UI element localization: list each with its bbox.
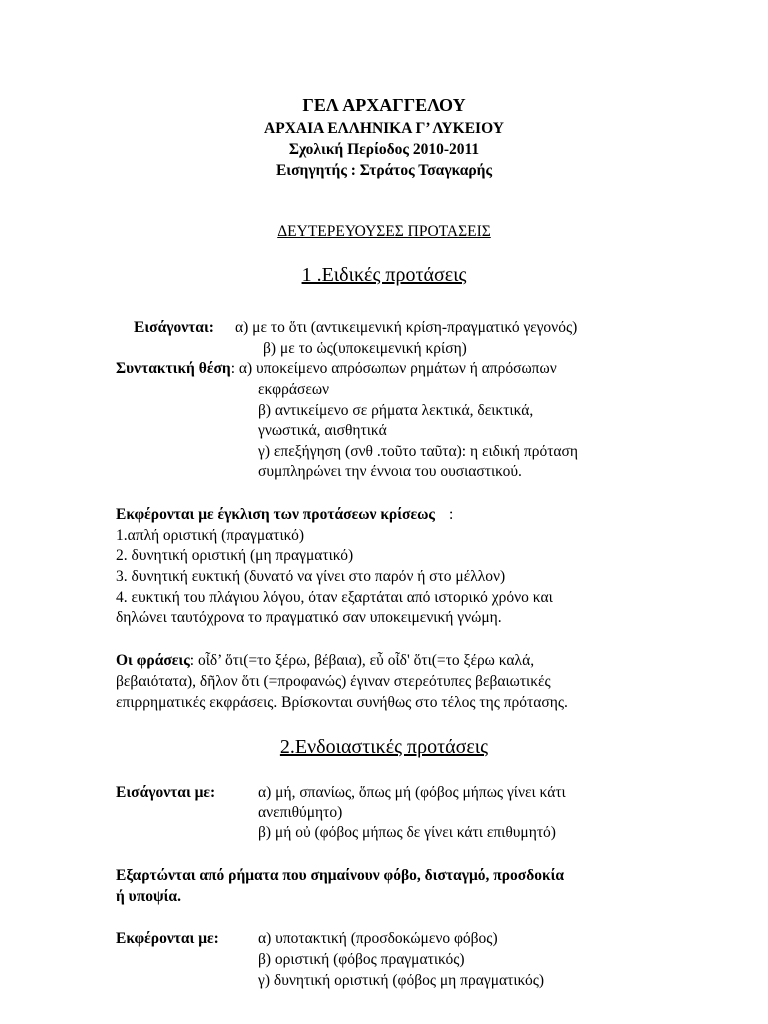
s2-expr-label: Εκφέρονται με: bbox=[116, 930, 219, 947]
author-line: Εισηγητής : Στράτος Τσαγκαρής bbox=[275, 162, 493, 179]
s2-depend-2: ή υποψία. bbox=[116, 888, 181, 905]
s1-mood-2: 2. δυνητική οριστική (μη πραγματικό) bbox=[116, 547, 354, 564]
s1-syntax-c1: γ) επεξήγηση (σνθ .τοῦτο ταῦτα): η ειδική πρόταση bbox=[258, 443, 579, 460]
section2-title: 2.Ενδοιαστικές προτάσεις bbox=[279, 736, 489, 758]
school-period: Σχολική Περίοδος 2010-2011 bbox=[288, 141, 480, 158]
s1-intro-a: α) με το ὅτι (αντικειμενική κρίση-πραγματικό γεγονός) bbox=[235, 319, 578, 336]
main-title: ΔΕΥΤΕΡΕΥΟΥΣΕΣ ΠΡΟΤΑΣΕΙΣ bbox=[277, 223, 491, 240]
s1-mood-1: 1.απλή οριστική (πραγματικό) bbox=[116, 527, 305, 544]
s1-syntax-b1: β) αντικείμενο σε ρήματα λεκτικά, δεικτικά, bbox=[258, 402, 534, 419]
s1-syntax-c2: συμπληρώνει την έννοια του ουσιαστικού. bbox=[258, 463, 522, 480]
s1-phrases-1: : οἶδ’ ὅτι(=το ξέρω, βέβαια), εὖ οἶδ' ὅτι(=το ξέρω καλά, bbox=[189, 652, 535, 669]
s1-phrases-2: βεβαιότατα), δῆλον ὅτι (=προφανώς) έγιναν στερεότυπες βεβαιωτικές bbox=[116, 673, 551, 690]
s1-mood-heading: Εκφέρονται με έγκλιση των προτάσεων κρίσεως bbox=[116, 506, 435, 523]
section1-title: 1 .Ειδικές προτάσεις bbox=[301, 264, 467, 286]
s1-syntax-b2: γνωστικά, αισθητικά bbox=[258, 422, 387, 439]
s2-expr-a: α) υποτακτική (προσδοκώμενο φόβος) bbox=[258, 930, 498, 947]
s1-mood-3: 3. δυνητική ευκτική (δυνατό να γίνει στο παρόν ή στο μέλλον) bbox=[116, 568, 506, 585]
s2-intro-label: Εισάγονται με: bbox=[116, 784, 216, 801]
school-name: ΓΕΛ ΑΡΧΑΓΓΕΛΟΥ bbox=[302, 95, 466, 115]
s1-syntax-a2: εκφράσεων bbox=[258, 381, 330, 398]
s1-syntax-label: Συντακτική θέση bbox=[116, 360, 231, 377]
s1-phrases-3: επιρρηματικές εκφράσεις. Βρίσκονται συνήθως στο τέλος της πρότασης. bbox=[116, 694, 568, 711]
s2-expr-b: β) οριστική (φόβος πραγματικός) bbox=[258, 951, 465, 968]
s1-syntax-a1: : α) υποκείμενο απρόσωπων ρημάτων ή απρόσωπων bbox=[230, 360, 557, 377]
s1-phrases-line-1 bbox=[116, 651, 534, 671]
s1-mood-4b: δηλώνει ταυτόχρονα το πραγματικό σαν υποκειμενική γνώμη. bbox=[116, 609, 502, 626]
s1-phrases-label: Οι φράσεις bbox=[116, 652, 190, 669]
s1-intro-b: β) με το ὡς(υποκειμενική κρίση) bbox=[263, 340, 467, 357]
s1-mood-4a: 4. ευκτική του πλάγιου λόγου, όταν εξαρτάται από ιστορικό χρόνο και bbox=[116, 589, 553, 606]
s2-intro-a1: α) μή, σπανίως, ὅπως μή (φόβος μήπως γίνει κάτι bbox=[258, 784, 566, 801]
s1-syntax-line bbox=[116, 359, 557, 379]
s2-expr-c: γ) δυνητική οριστική (φόβος μη πραγματικός) bbox=[258, 972, 545, 989]
s2-depend-1: Εξαρτώνται από ρήματα που σημαίνουν φόβο, δισταγμό, προσδοκία bbox=[116, 867, 565, 884]
course-title: ΑΡΧΑΙΑ ΕΛΛΗΝΙΚΑ Γ’ ΛΥΚΕΙΟΥ bbox=[264, 120, 504, 137]
s1-mood-colon: : bbox=[448, 506, 454, 523]
s2-intro-a2: ανεπιθύμητο) bbox=[258, 804, 343, 821]
s1-mood-line bbox=[116, 505, 453, 525]
s2-intro-b: β) μή οὐ (φόβος μήπως δε γίνει κάτι επιθυμητό) bbox=[258, 824, 556, 841]
s1-intro-label: Εισάγονται: bbox=[134, 319, 214, 336]
